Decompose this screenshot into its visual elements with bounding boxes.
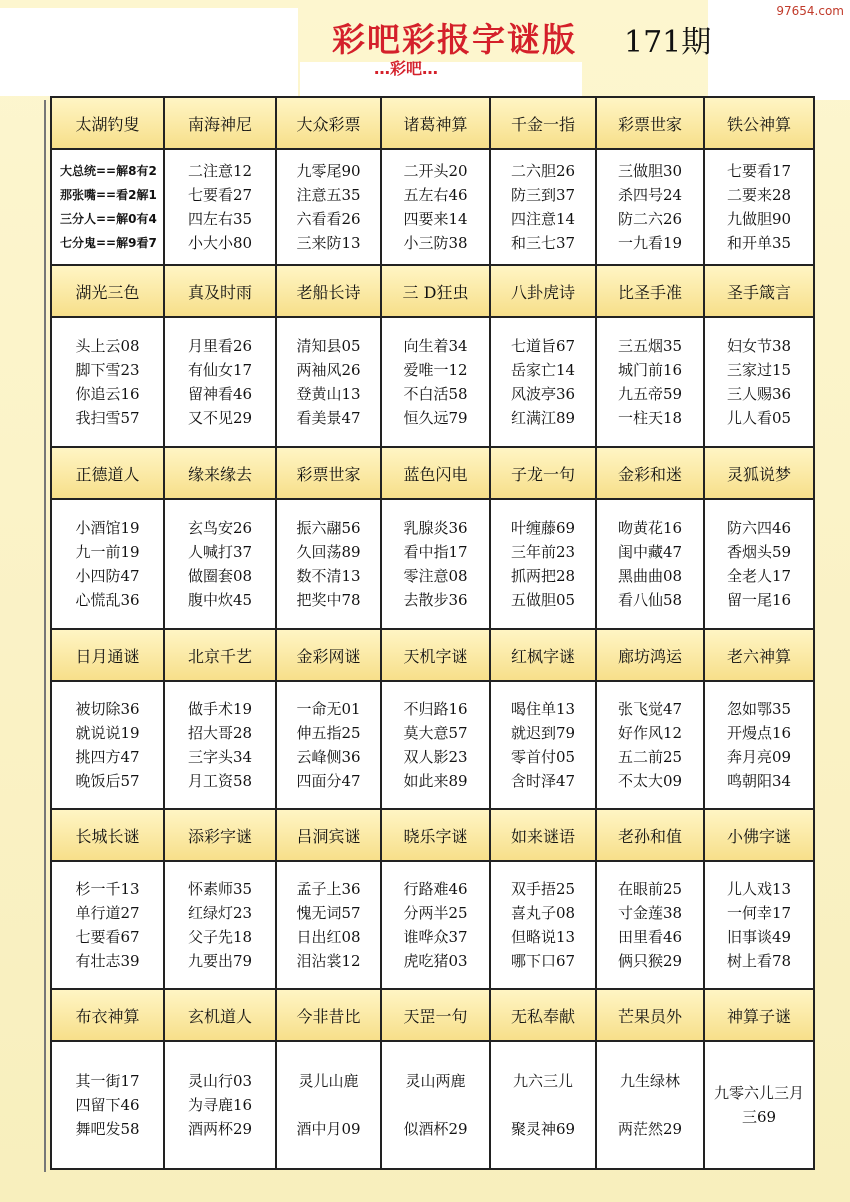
riddle-line: 小大小80 [187,234,253,252]
riddle-line: 风波亭36 [510,385,576,403]
riddle-line: 七分鬼==解9看7 [60,236,157,250]
riddle-line: 九要出79 [187,952,253,970]
riddle-line: 九零尾90 [296,162,361,180]
riddle-line: 小酒馆19 [75,519,140,537]
riddle-line: 恒久远79 [403,409,468,427]
riddle-line: 聚灵神69 [510,1120,576,1138]
riddle-line: 喝住单13 [510,700,576,718]
riddle-cell [596,149,704,265]
column-header: 金彩和迷 [596,447,704,499]
riddle-cell [51,149,164,265]
riddle-line: 月里看26 [187,337,253,355]
column-header: 天机字谜 [381,629,490,681]
riddle-line: 三做胆30 [617,162,683,180]
riddle-row [51,499,814,629]
riddle-line: 四要来14 [403,210,468,228]
riddle-line: 三五烟35 [617,337,683,355]
riddle-line: 双手捂25 [510,880,576,898]
riddle-cell [51,1041,164,1169]
header-row [51,447,814,499]
riddle-line: 一命无01 [296,700,361,718]
column-header: 添彩字谜 [164,809,276,861]
riddle-line: 三家过15 [726,361,792,379]
column-header: 金彩网谜 [276,629,381,681]
riddle-line: 两茫然29 [617,1120,683,1138]
riddle-cell [276,317,381,447]
riddle-line: 但略说13 [510,928,576,946]
riddle-line: 田里看46 [617,928,683,946]
column-header: 正德道人 [51,447,164,499]
riddle-line: 七要看67 [75,928,140,946]
riddle-line: 单行道27 [75,904,140,922]
riddle-line: 如此来89 [403,772,468,790]
riddle-line: 零注意08 [403,567,468,585]
riddle-line: 叶缠藤69 [510,519,576,537]
riddle-line: 酒两杯29 [187,1120,253,1138]
riddle-line: 谁哗众37 [403,928,468,946]
riddle-line: 吻黄花16 [617,519,683,537]
column-header: 今非昔比 [276,989,381,1041]
riddle-cell [381,1041,490,1169]
riddle-line: 杀四号24 [617,186,683,204]
riddle-table [50,96,815,1170]
riddle-row [51,149,814,265]
riddle-line: 四左右35 [187,210,253,228]
blank-line [382,1093,489,1117]
riddle-line: 防三到37 [510,186,576,204]
riddle-line: 小三防38 [403,234,468,252]
column-header: 千金一指 [490,97,596,149]
riddle-line: 树上看78 [726,952,792,970]
riddle-line: 妇女节38 [726,337,792,355]
riddle-line: 我扫雪57 [75,409,140,427]
column-header: 如来谜语 [490,809,596,861]
column-header: 彩票世家 [276,447,381,499]
riddle-line: 三人赐36 [726,385,792,403]
riddle-cell [596,681,704,809]
riddle-cell [381,861,490,989]
riddle-line: 九做胆90 [726,210,792,228]
riddle-cell [490,499,596,629]
riddle-line: 你追云16 [75,385,140,403]
riddle-line: 不归路16 [403,700,468,718]
riddle-line: 去散步36 [403,591,468,609]
riddle-line: 儿人戏13 [726,880,792,898]
riddle-cell [596,1041,704,1169]
riddle-line: 留神看46 [187,385,253,403]
blank-line [491,1093,595,1117]
riddle-line: 三字头34 [187,748,253,766]
riddle-cell [51,499,164,629]
subtitle-fragment [374,59,438,67]
riddle-cell [381,149,490,265]
riddle-line: 九一前19 [75,543,140,561]
riddle-line: 被切除36 [75,700,140,718]
riddle-cell [596,499,704,629]
riddle-line: 日出红08 [296,928,361,946]
header-row [51,97,814,149]
riddle-line: 登黄山13 [296,385,361,403]
riddle-cell [490,149,596,265]
riddle-cell [51,861,164,989]
column-header: 小佛字谜 [704,809,814,861]
riddle-line: 含时泽47 [510,772,576,790]
riddle-line: 岳家亡14 [510,361,576,379]
header-row [51,809,814,861]
column-header: 老六神算 [704,629,814,681]
riddle-line: 头上云08 [75,337,140,355]
riddle-line: 那张嘴==看2解1 [60,188,157,202]
column-header: 三 D狂虫 [381,265,490,317]
riddle-row [51,317,814,447]
riddle-line: 怀素师35 [187,880,253,898]
riddle-line: 忽如鄂35 [726,700,792,718]
riddle-cell [164,681,276,809]
riddle-cell [490,681,596,809]
column-header: 铁公神算 [704,97,814,149]
riddle-row [51,1041,814,1169]
column-header: 灵狐说梦 [704,447,814,499]
riddle-line: 七要看17 [726,162,792,180]
riddle-line: 二六胆26 [510,162,576,180]
riddle-line: 做圈套08 [187,567,253,585]
riddle-line: 腹中炊45 [187,591,253,609]
riddle-line: 灵儿山鹿 [298,1072,359,1090]
riddle-line: 做手术19 [187,700,253,718]
riddle-line: 零首付05 [510,748,576,766]
riddle-line: 挑四方47 [75,748,140,766]
riddle-cell [276,1041,381,1169]
riddle-line: 二注意12 [187,162,253,180]
riddle-cell [276,499,381,629]
left-border-line [44,100,46,1172]
riddle-cell [164,1041,276,1169]
riddle-cell [276,861,381,989]
riddle-line: 两袖风26 [296,361,361,379]
riddle-line: 久回荡89 [296,543,361,561]
riddle-line: 虎吃猪03 [403,952,468,970]
riddle-line: 就迟到79 [510,724,576,742]
riddle-cell [276,681,381,809]
riddle-line: 九零六儿三月 [713,1084,804,1102]
riddle-line: 在眼前25 [617,880,683,898]
riddle-line: 招大哥28 [187,724,253,742]
riddle-line: 香烟头59 [726,543,792,561]
riddle-cell [51,681,164,809]
column-header: 真及时雨 [164,265,276,317]
riddle-line: 一九看19 [617,234,683,252]
column-header: 晓乐字谜 [381,809,490,861]
riddle-line: 三分人==解0有4 [60,212,157,226]
column-header: 玄机道人 [164,989,276,1041]
riddle-line: 小四防47 [75,567,140,585]
riddle-line: 愧无词57 [296,904,361,922]
riddle-line: 注意五35 [296,186,361,204]
column-header: 吕洞宾谜 [276,809,381,861]
riddle-cell [381,681,490,809]
riddle-cell [490,317,596,447]
riddle-line: 莫大意57 [403,724,468,742]
riddle-line: 振六翮56 [296,519,361,537]
riddle-line: 有壮志39 [75,952,140,970]
riddle-line: 不白活58 [403,385,468,403]
riddle-line: 九六三儿 [512,1072,573,1090]
riddle-cell [381,499,490,629]
riddle-line: 和开单35 [726,234,792,252]
riddle-line: 防二六26 [617,210,683,228]
riddle-line: 就说说19 [75,724,140,742]
column-header: 廊坊鸿运 [596,629,704,681]
riddle-line: 又不见29 [187,409,253,427]
column-header: 芒果员外 [596,989,704,1041]
riddle-line: 向生着34 [403,337,468,355]
riddle-row [51,861,814,989]
riddle-line: 四注意14 [510,210,576,228]
riddle-line: 抓两把28 [510,567,576,585]
riddle-line: 脚下雪23 [75,361,140,379]
riddle-line: 城门前16 [617,361,683,379]
header-row [51,989,814,1041]
column-header: 比圣手准 [596,265,704,317]
riddle-line: 杉一千13 [75,880,140,898]
column-header: 太湖钓叟 [51,97,164,149]
riddle-line: 孟子上36 [296,880,361,898]
riddle-line: 七要看27 [187,186,253,204]
riddle-line: 三69 [741,1108,777,1126]
riddle-line: 舞吧发58 [75,1120,140,1138]
riddle-line: 玄鸟安26 [187,519,253,537]
column-header: 缘来缘去 [164,447,276,499]
riddle-cell [490,1041,596,1169]
riddle-line: 二开头20 [403,162,468,180]
riddle-line: 九五帝59 [617,385,683,403]
riddle-cell [276,149,381,265]
header-row [51,265,814,317]
column-header: 布衣神算 [51,989,164,1041]
column-header: 圣手箴言 [704,265,814,317]
column-header: 北京千艺 [164,629,276,681]
watermark: 97654.com [776,4,844,18]
column-header: 八卦虎诗 [490,265,596,317]
riddle-line: 好作风12 [617,724,683,742]
riddle-line: 留一尾16 [726,591,792,609]
riddle-line: 泪沾裳12 [296,952,361,970]
column-header: 日月通谜 [51,629,164,681]
riddle-line: 闺中藏47 [617,543,683,561]
riddle-line: 似酒杯29 [403,1120,468,1138]
riddle-line: 七道旨67 [510,337,576,355]
column-header: 无私奉献 [490,989,596,1041]
riddle-cell [490,861,596,989]
riddle-line: 五左右46 [403,186,468,204]
riddle-cell [704,681,814,809]
riddle-line: 灵山两鹿 [405,1072,466,1090]
riddle-line: 开熳点16 [726,724,792,742]
riddle-line: 一何幸17 [726,904,792,922]
riddle-line: 伸五指25 [296,724,361,742]
riddle-line: 旧事谈49 [726,928,792,946]
riddle-line: 二要来28 [726,186,792,204]
riddle-cell [164,861,276,989]
riddle-line: 其一街17 [75,1072,140,1090]
riddle-cell [704,1041,814,1169]
riddle-line: 月工资58 [187,772,253,790]
riddle-cell [51,317,164,447]
riddle-line: 三来防13 [296,234,361,252]
riddle-line: 灵山行03 [187,1072,253,1090]
issue-number: 171期 [624,25,712,60]
riddle-line: 一柱天18 [617,409,683,427]
column-header: 老孙和值 [596,809,704,861]
column-header: 湖光三色 [51,265,164,317]
blank-line [277,1093,380,1117]
riddle-cell [596,317,704,447]
column-header: 蓝色闪电 [381,447,490,499]
riddle-line: 晚饭后57 [75,772,140,790]
riddle-cell [164,149,276,265]
riddle-line: 张飞觉47 [617,700,683,718]
riddle-line: 父子先18 [187,928,253,946]
riddle-row [51,681,814,809]
riddle-line: 俩只猴29 [617,952,683,970]
riddle-line: 大总统==解8有2 [60,164,157,178]
riddle-line: 看美景47 [296,409,361,427]
riddle-line: 五二前25 [617,748,683,766]
riddle-cell [704,861,814,989]
riddle-line: 全老人17 [726,567,792,585]
riddle-line: 把奖中78 [296,591,361,609]
column-header: 诸葛神算 [381,97,490,149]
riddle-line: 黑曲曲08 [617,567,683,585]
riddle-line: 看中指17 [403,543,468,561]
column-header: 大众彩票 [276,97,381,149]
riddle-line: 行路难46 [403,880,468,898]
riddle-line: 数不清13 [296,567,361,585]
riddle-line: 四留下46 [75,1096,140,1114]
riddle-line: 红绿灯23 [187,904,253,922]
column-header: 长城长谜 [51,809,164,861]
column-header: 神算子谜 [704,989,814,1041]
riddle-line: 喜丸子08 [510,904,576,922]
column-header: 红枫字谜 [490,629,596,681]
riddle-line: 看八仙58 [617,591,683,609]
page-title: 彩吧彩报字谜版 [332,20,577,59]
riddle-line: 哪下口67 [510,952,576,970]
riddle-line: 双人影23 [403,748,468,766]
column-header: 天罡一句 [381,989,490,1041]
riddle-line: 鸣朝阳34 [726,772,792,790]
riddle-line: 儿人看05 [726,409,792,427]
riddle-line: 酒中月09 [296,1120,361,1138]
riddle-line: 三年前23 [510,543,576,561]
riddle-line: 奔月亮09 [726,748,792,766]
riddle-line: 九生绿林 [619,1072,680,1090]
blank-area-center [300,62,582,96]
riddle-line: 分两半25 [403,904,468,922]
riddle-cell [704,499,814,629]
riddle-cell [596,861,704,989]
riddle-line: 红满江89 [510,409,576,427]
column-header: 南海神尼 [164,97,276,149]
riddle-cell [164,317,276,447]
header-row [51,629,814,681]
riddle-line: 有仙女17 [187,361,253,379]
riddle-line: 心慌乱36 [75,591,140,609]
riddle-line: 寸金莲38 [617,904,683,922]
column-header: 子龙一句 [490,447,596,499]
riddle-line: 爱唯一12 [403,361,468,379]
column-header: 彩票世家 [596,97,704,149]
riddle-cell [381,317,490,447]
blank-line [597,1093,703,1117]
riddle-cell [704,317,814,447]
riddle-line: 云峰侧36 [296,748,361,766]
riddle-cell [704,149,814,265]
riddle-line: 和三七37 [510,234,576,252]
riddle-line: 四面分47 [296,772,361,790]
riddle-cell [164,499,276,629]
riddle-line: 五做胆05 [510,591,576,609]
column-header: 老船长诗 [276,265,381,317]
riddle-line: 人喊打37 [187,543,253,561]
riddle-line: 不太大09 [617,772,683,790]
riddle-line: 为寻鹿16 [187,1096,253,1114]
blank-area-left [0,8,298,96]
riddle-line: 清知县05 [296,337,361,355]
riddle-line: 乳腺炎36 [403,519,468,537]
riddle-line: 六看看26 [296,210,361,228]
riddle-line: 防六四46 [726,519,792,537]
